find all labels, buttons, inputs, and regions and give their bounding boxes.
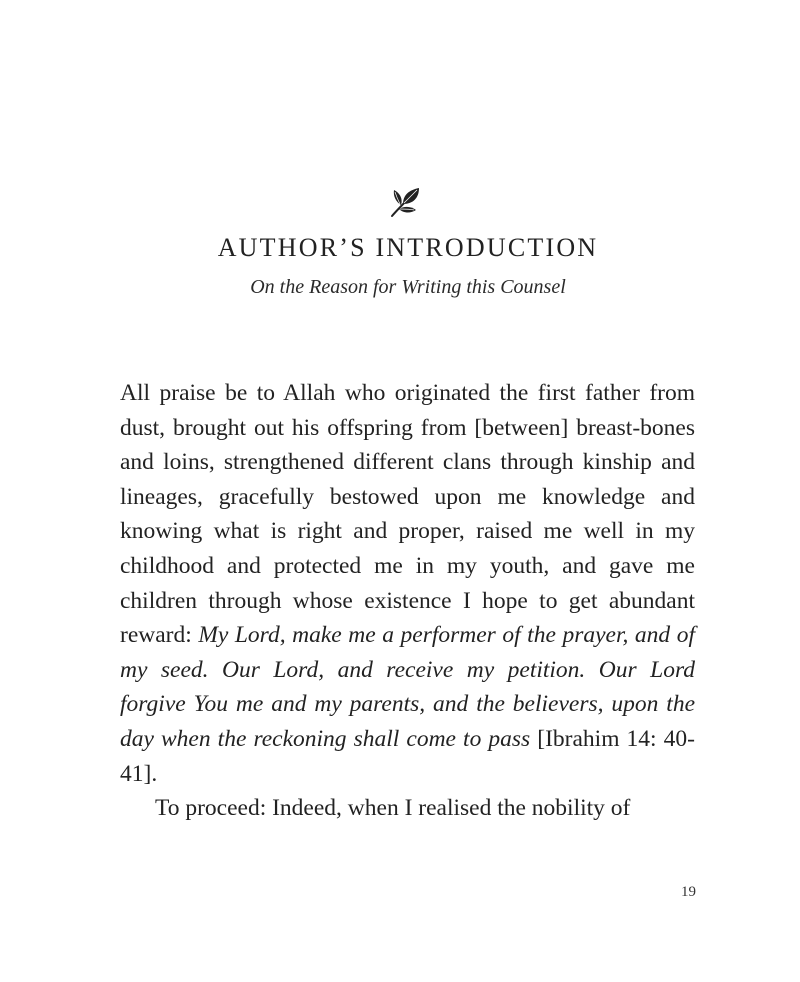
paragraph-1 bbox=[120, 376, 695, 791]
leaf-sprig-icon bbox=[388, 185, 422, 219]
paragraph-1-intro: All praise be to Allah who originated the first father from dust, brought out his offspring from [between] breast-bones and loins, strengthened different clans through kinship and lineages, gracefully bestowed upon me knowledge and knowing what is right and proper, raised me well in my childhood and protected me in my youth, and gave me children through whose existence I hope to get abundant reward: bbox=[120, 380, 695, 649]
chapter-title: AUTHOR’S INTRODUCTION bbox=[217, 233, 599, 262]
chapter-subtitle: On the Reason for Writing this Counsel bbox=[250, 276, 566, 298]
page-number: 19 bbox=[681, 884, 696, 900]
quranic-quote: My Lord, make me a performer of the prayer, and of my seed. Our Lord, and receive my petition. Our Lord forgive You me and my parents, and the believers, upon the day when the reckoning shall come to pass bbox=[120, 622, 695, 752]
quote-citation: [Ibrahim 14: 40-41]. bbox=[120, 725, 695, 787]
paragraph-2: To proceed: Indeed, when I realised the nobility of bbox=[155, 795, 631, 822]
body-text bbox=[120, 376, 695, 826]
